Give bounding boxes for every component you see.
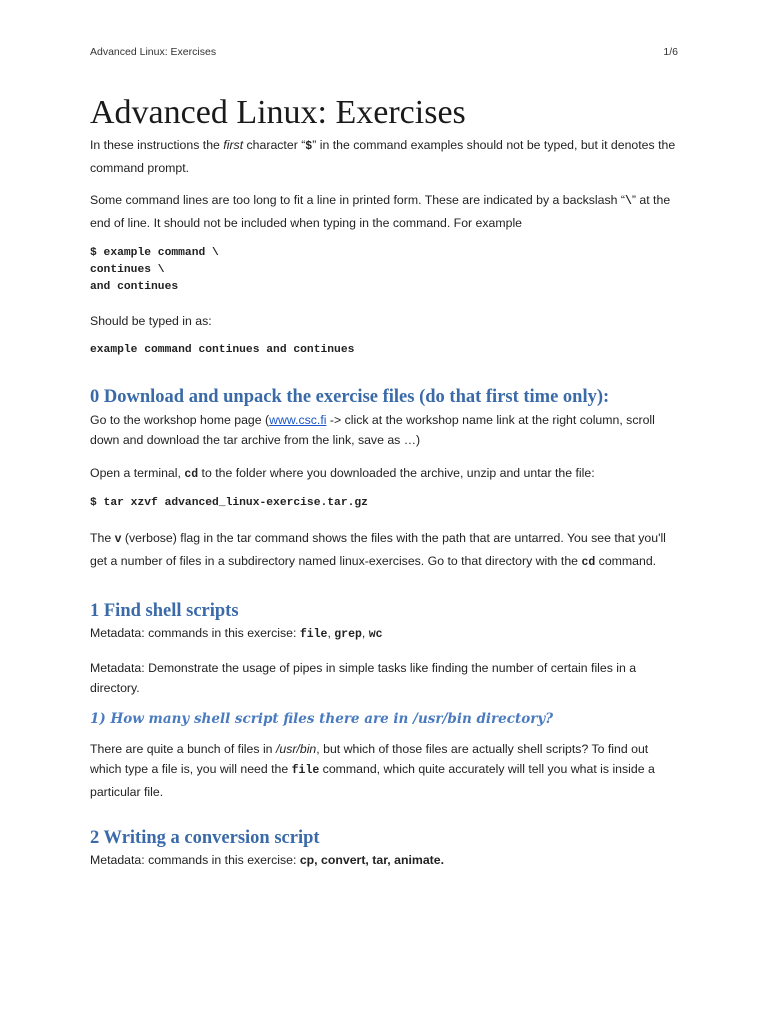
workshop-link[interactable]: www.csc.fi [269, 412, 327, 427]
inline-code-cd-2: cd [581, 555, 596, 569]
document-body [90, 135, 680, 871]
section-2-heading: 2 Writing a conversion script [90, 828, 320, 848]
inline-code-wc: wc [368, 628, 383, 641]
section-0-paragraph-1: Go to the workshop home page (www.csc.fi -> click at the workshop name link at the right column, scroll down and download the tar archive from the link, save as …) [90, 412, 655, 447]
section-1-heading: 1 Find shell scripts [90, 601, 239, 621]
typed-as-label: Should be typed in as: [90, 314, 212, 328]
section-1-metadata-commands: Metadata: commands in this exercise: file, grep, wc [90, 626, 383, 641]
section-1-paragraph: There are quite a bunch of files in /usr/bin, but which of those files are actually shell scripts? To find out which type a file is, you will need the file command, which quite accurately will tell you what is inside a particular file. [90, 741, 655, 799]
inline-code-backslash: \ [624, 195, 632, 208]
inline-code-v: v [114, 533, 122, 546]
section-1-subheading: 1) How many shell script files there are in /usr/bin directory? [90, 710, 554, 727]
running-header-title: Advanced Linux: Exercises [90, 46, 217, 58]
code-block-example: $ example command \ continues \ and continues [90, 247, 219, 293]
emphasis-usr-bin: /usr/bin [275, 741, 317, 756]
section-2-commands: cp, convert, tar, animate. [299, 853, 445, 867]
intro-paragraph-1: In these instructions the first character “$” in the command examples should not be typed, but it denotes the command prompt. [90, 138, 676, 175]
code-block-typed: example command continues and continues [90, 343, 355, 356]
section-1-metadata-description: Metadata: Demonstrate the usage of pipes in simple tasks like finding the number of certain files in a directory. [90, 660, 637, 695]
inline-code-dollar: $ [305, 140, 313, 153]
inline-code-file: file [299, 628, 328, 641]
section-2-metadata: Metadata: commands in this exercise: cp, convert, tar, animate. [90, 853, 445, 867]
section-0-paragraph-3: The v (verbose) flag in the tar command shows the files with the path that are untarred. You see that you'll get a number of files in a subdirectory named linux-exercises. Go to that directory with the cd command. [90, 531, 666, 569]
emphasis-first: first [223, 138, 244, 152]
section-0-heading: 0 Download and unpack the exercise files (do that first time only): [90, 386, 610, 407]
inline-code-cd: cd [184, 467, 199, 481]
running-header [90, 46, 678, 58]
page-indicator: 1/6 [663, 46, 678, 58]
inline-code-file-2: file [291, 764, 320, 777]
intro-paragraph-2: Some command lines are too long to fit a line in printed form. These are indicated by a backslash “\” at the end of line. It should not be included when typing in the command. For example [90, 193, 671, 230]
code-block-tar: $ tar xzvf advanced_linux-exercise.tar.gz [90, 497, 368, 509]
section-0-paragraph-2: Open a terminal, cd to the folder where you downloaded the archive, unzip and untar the file: [90, 465, 595, 481]
document-title: Advanced Linux: Exercises [90, 94, 466, 131]
inline-code-grep: grep [334, 628, 362, 641]
